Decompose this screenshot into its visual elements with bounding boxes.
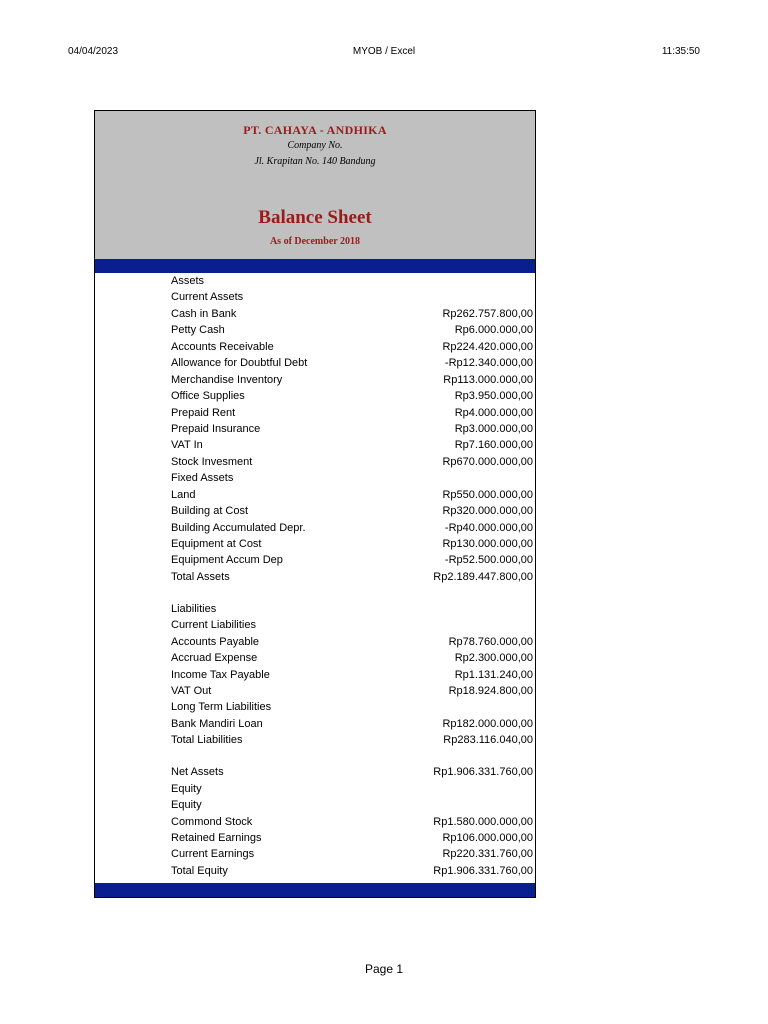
- balance-row: [95, 650, 535, 666]
- balance-row: [95, 601, 535, 617]
- account-amount: Rp1.906.331.760,00: [433, 864, 533, 877]
- balance-row: [95, 716, 535, 732]
- account-label: Equipment Accum Dep: [171, 554, 283, 567]
- account-label: Fixed Assets: [171, 472, 234, 485]
- print-time: 11:35:50: [661, 46, 700, 57]
- account-label: Allowance for Doubtful Debt: [171, 357, 308, 370]
- account-amount: Rp18.924.800,00: [448, 685, 533, 697]
- balance-row: [95, 569, 535, 585]
- company-name: PT. CAHAYA - ANDHIKA: [243, 123, 387, 137]
- balance-row: [95, 421, 535, 437]
- balance-row: [95, 617, 535, 633]
- balance-row: [95, 520, 535, 536]
- header-divider-band: [95, 259, 535, 273]
- account-amount: Rp283.116.040,00: [443, 734, 533, 747]
- account-label: Equity: [171, 799, 202, 812]
- balance-row: [95, 487, 535, 503]
- account-label: Land: [171, 488, 196, 501]
- account-label: Current Earnings: [171, 848, 255, 861]
- balance-row: [95, 289, 535, 305]
- balance-row: [95, 667, 535, 683]
- balance-row: [95, 699, 535, 715]
- balance-row: [95, 355, 535, 371]
- account-label: Accounts Receivable: [171, 340, 274, 353]
- account-amount: Rp2.300.000,00: [454, 652, 533, 665]
- account-amount: Rp78.760.000,00: [448, 635, 533, 648]
- account-label: Income Tax Payable: [171, 668, 270, 681]
- account-label: Retained Earnings: [171, 832, 262, 844]
- balance-sheet-report: [94, 110, 536, 898]
- account-label: Accounts Payable: [171, 635, 260, 648]
- account-amount: Rp550.000.000,00: [442, 488, 533, 501]
- account-amount: Rp3.000.000,00: [454, 422, 533, 435]
- balance-row: [95, 372, 535, 388]
- balance-row: [95, 830, 535, 846]
- account-label: Long Term Liabilities: [171, 701, 272, 714]
- account-label: Merchandise Inventory: [171, 373, 283, 386]
- account-label: Prepaid Insurance: [171, 422, 261, 435]
- balance-row: [95, 846, 535, 862]
- page-number: Page 1: [364, 962, 404, 976]
- account-amount: -Rp40.000.000,00: [444, 521, 533, 534]
- account-amount: Rp224.420.000,00: [442, 340, 533, 353]
- balance-row: [95, 306, 535, 322]
- balance-row: [95, 388, 535, 404]
- footer-divider-band: [95, 883, 535, 897]
- account-amount: -Rp12.340.000,00: [444, 357, 533, 370]
- balance-row: [95, 814, 535, 830]
- account-label: Building at Cost: [171, 505, 249, 518]
- account-label: Stock Invesment: [171, 455, 253, 468]
- account-label: Current Assets: [171, 291, 244, 304]
- account-amount: Rp6.000.000,00: [454, 324, 533, 337]
- account-label: Equity: [171, 782, 202, 795]
- account-label: Total Liabilities: [171, 734, 243, 747]
- balance-row: [95, 683, 535, 699]
- company-address: Jl. Krapitan No. 140 Bandung: [254, 156, 376, 167]
- account-amount: Rp130.000.000,00: [442, 538, 533, 550]
- balance-row: [95, 273, 535, 289]
- blank-row: [95, 749, 535, 765]
- account-label: Total Equity: [171, 864, 228, 877]
- balance-row: [95, 764, 535, 780]
- account-amount: Rp7.160.000,00: [454, 439, 533, 452]
- balance-row: [95, 437, 535, 453]
- account-amount: Rp220.331.760,00: [442, 848, 533, 861]
- account-amount: Rp3.950.000,00: [454, 390, 533, 403]
- print-date: 04/04/2023: [68, 46, 119, 57]
- account-amount: Rp1.580.000.000,00: [433, 815, 533, 828]
- report-subtitle: As of December 2018: [269, 236, 361, 247]
- balance-row: [95, 503, 535, 519]
- account-label: Assets: [171, 275, 205, 287]
- account-label: Cash in Bank: [171, 307, 237, 320]
- account-label: Prepaid Rent: [171, 406, 236, 419]
- account-label: Current Liabilities: [171, 619, 256, 632]
- account-amount: Rp182.000.000,00: [442, 717, 533, 730]
- account-label: VAT Out: [171, 685, 212, 697]
- account-label: Building Accumulated Depr.: [171, 521, 306, 534]
- report-title: Balance Sheet: [258, 207, 372, 228]
- balance-row: [95, 454, 535, 470]
- account-label: Accruad Expense: [171, 652, 258, 665]
- account-amount: Rp113.000.000,00: [443, 373, 533, 386]
- report-header: [95, 111, 535, 259]
- account-amount: -Rp52.500.000,00: [444, 554, 533, 567]
- balance-row: [95, 405, 535, 421]
- account-label: Commond Stock: [171, 815, 253, 828]
- account-amount: Rp670.000.000,00: [442, 455, 533, 468]
- account-amount: Rp320.000.000,00: [442, 505, 533, 518]
- blank-row: [95, 585, 535, 601]
- account-label: Equipment at Cost: [171, 538, 262, 550]
- balance-sheet-rows: [95, 273, 535, 879]
- balance-row: [95, 797, 535, 813]
- print-app-name: MYOB / Excel: [352, 46, 416, 57]
- account-label: VAT In: [171, 439, 203, 452]
- account-amount: Rp1.906.331.760,00: [433, 766, 533, 779]
- account-amount: Rp1.131.240,00: [454, 668, 533, 681]
- account-label: Office Supplies: [171, 390, 245, 403]
- balance-row: [95, 732, 535, 748]
- account-label: Petty Cash: [171, 324, 225, 337]
- balance-row: [95, 536, 535, 552]
- company-number: Company No.: [287, 140, 343, 151]
- account-label: Bank Mandiri Loan: [171, 717, 263, 730]
- balance-row: [95, 863, 535, 879]
- account-label: Liabilities: [171, 602, 217, 615]
- account-label: Net Assets: [171, 766, 224, 779]
- account-label: Total Assets: [171, 570, 230, 583]
- balance-row: [95, 470, 535, 486]
- balance-row: [95, 634, 535, 650]
- account-amount: Rp262.757.800,00: [442, 307, 533, 320]
- account-amount: Rp2.189.447.800,00: [433, 570, 533, 583]
- account-amount: Rp4.000.000,00: [454, 406, 533, 419]
- balance-row: [95, 552, 535, 568]
- account-amount: Rp106.000.000,00: [442, 832, 533, 844]
- balance-row: [95, 781, 535, 797]
- balance-row: [95, 322, 535, 338]
- balance-row: [95, 339, 535, 355]
